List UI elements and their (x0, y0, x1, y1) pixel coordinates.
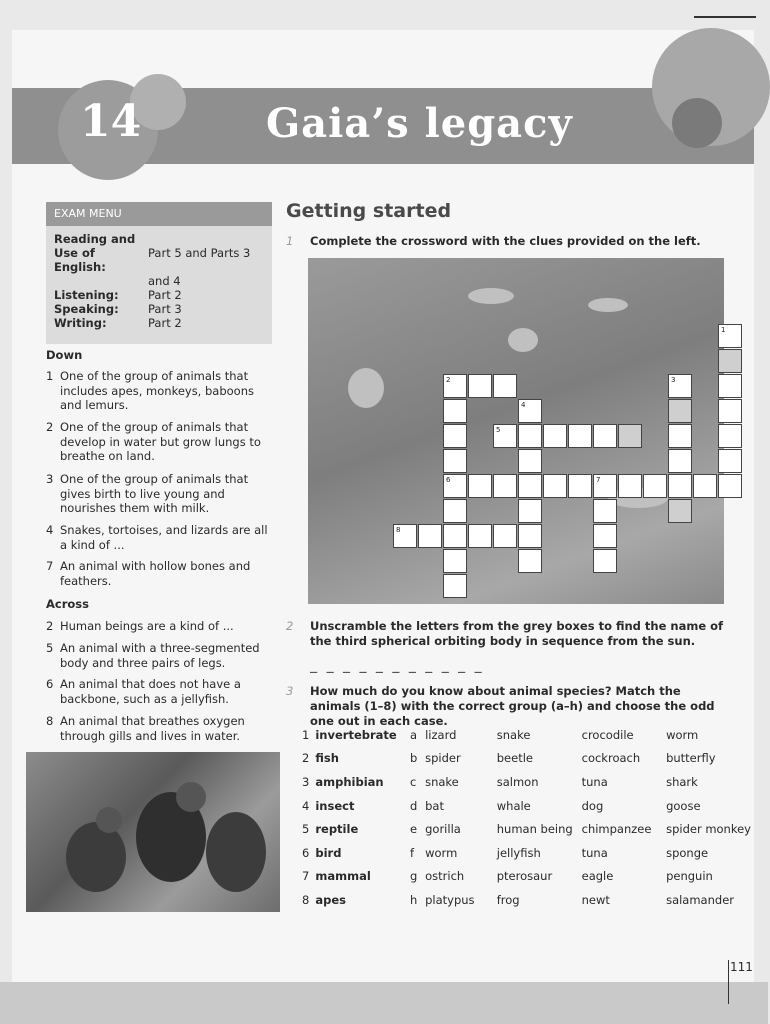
header-circle-dark (672, 98, 722, 148)
crossword-cell[interactable] (443, 424, 467, 448)
table-row (302, 723, 754, 747)
crossword-cell-number: 7 (596, 476, 601, 484)
table-cell: g (409, 869, 418, 884)
table-cell: worm (666, 727, 699, 742)
crossword-cell[interactable] (593, 549, 617, 573)
crossword-cell[interactable] (668, 449, 692, 473)
crossword-cell[interactable] (443, 449, 467, 473)
across-clue: 6 An animal that does not have a backbone, such as a jellyfish. (46, 677, 241, 706)
table-row (302, 770, 754, 794)
table-cell: snake (496, 727, 531, 742)
crossword-cell[interactable] (718, 349, 742, 373)
table-cell: 2 (302, 751, 310, 766)
table-cell: newt (581, 892, 610, 907)
crossword-cell[interactable] (593, 524, 617, 548)
exam-row: Reading and (54, 232, 136, 246)
crossword-cell[interactable] (518, 424, 542, 448)
crossword-cell[interactable] (518, 474, 542, 498)
exam-menu-box (46, 202, 272, 344)
table-cell: platypus (425, 892, 475, 907)
crossword-cell[interactable] (518, 499, 542, 523)
table-cell: beetle (496, 751, 533, 766)
table-cell: reptile (315, 822, 359, 837)
across-clue: 8 An animal that breathes oxygen through gills and lives in water. (46, 714, 245, 743)
task-3: 3 How much do you know about animal species? Match the animals (1–8) with the correct group (a–h) and choose the odd one out in each case. (286, 684, 715, 728)
crossword-cell[interactable] (593, 424, 617, 448)
table-cell: salmon (496, 774, 539, 789)
page-number: 111 (730, 960, 753, 974)
crossword-cell[interactable] (443, 524, 467, 548)
crossword-cell[interactable] (393, 524, 417, 548)
crossword-cell[interactable] (718, 474, 742, 498)
table-row (302, 817, 754, 841)
table-cell: a (409, 727, 418, 742)
table-cell: butterfly (666, 751, 716, 766)
table-cell: h (409, 892, 418, 907)
crossword-cell[interactable] (493, 424, 517, 448)
unit-title: Gaia’s legacy (266, 100, 573, 147)
crossword-cell-number: 4 (521, 401, 526, 409)
exam-row: Listening: Part 2 (54, 288, 182, 302)
task-1: 1 Complete the crossword with the clues provided on the left. (286, 234, 701, 248)
crossword-cell[interactable] (643, 474, 667, 498)
crossword-cell[interactable] (518, 449, 542, 473)
crossword-cell[interactable] (518, 524, 542, 548)
table-cell: mammal (315, 869, 371, 884)
table-cell: tuna (581, 845, 608, 860)
table-cell: 8 (302, 892, 310, 907)
crossword-cell[interactable] (493, 524, 517, 548)
table-cell: invertebrate (315, 727, 397, 742)
table-cell: apes (315, 892, 346, 907)
down-clue: 7 An animal with hollow bones and feathers. (46, 559, 251, 588)
table-cell: d (409, 798, 418, 813)
table-cell: bird (315, 845, 342, 860)
table-cell: 5 (302, 822, 310, 837)
crossword-cell[interactable] (543, 424, 567, 448)
crossword-cell[interactable] (493, 374, 517, 398)
crossword-cell[interactable] (693, 474, 717, 498)
crossword-cell[interactable] (468, 374, 492, 398)
table-cell: 4 (302, 798, 310, 813)
table-cell: eagle (581, 869, 614, 884)
table-cell: b (409, 751, 418, 766)
table-row (302, 888, 754, 912)
table-cell: 1 (302, 727, 310, 742)
table-cell: ostrich (425, 869, 465, 884)
crossword-cell[interactable] (518, 549, 542, 573)
table-cell: insect (315, 798, 355, 813)
crossword-cell[interactable] (718, 449, 742, 473)
crossword-cell[interactable] (493, 474, 517, 498)
down-clue: 2 One of the group of animals that develop in water but grow lungs to breathe on land. (46, 420, 261, 463)
table-cell: chimpanzee (581, 822, 652, 837)
crossword-cell[interactable] (618, 424, 642, 448)
crossword-cell[interactable] (568, 474, 592, 498)
crossword-cell-number: 6 (446, 476, 451, 484)
top-rule (694, 16, 756, 18)
table-cell: snake (425, 774, 459, 789)
crossword-cell[interactable] (443, 399, 467, 423)
table-cell: whale (496, 798, 531, 813)
table-cell: bat (425, 798, 444, 813)
page-number-rule (728, 960, 729, 1004)
table-cell: frog (496, 892, 520, 907)
crossword-cell[interactable] (593, 474, 617, 498)
crossword-cell[interactable] (443, 574, 467, 598)
across-clue: 5 An animal with a three-segmented body and three pairs of legs. (46, 641, 260, 670)
crossword-cell-number: 8 (396, 526, 401, 534)
table-cell: tuna (581, 774, 608, 789)
table-cell: sponge (666, 845, 709, 860)
table-cell: human being (496, 822, 573, 837)
crossword-grid (308, 258, 724, 604)
crossword-cell[interactable] (568, 424, 592, 448)
crossword-cell[interactable] (718, 324, 742, 348)
crossword-cell[interactable] (668, 474, 692, 498)
table-row (302, 747, 754, 771)
crossword-cell[interactable] (418, 524, 442, 548)
crossword-cell-number: 5 (496, 426, 501, 434)
crossword-cell-number: 2 (446, 376, 451, 384)
crossword-cell[interactable] (618, 474, 642, 498)
table-cell: jellyfish (496, 845, 541, 860)
table-cell: crocodile (581, 727, 634, 742)
exam-row: Speaking: Part 3 (54, 302, 182, 316)
table-cell: e (409, 822, 418, 837)
crossword-cell[interactable] (668, 374, 692, 398)
scan-bottom-edge (0, 982, 768, 1024)
table-cell: f (409, 845, 415, 860)
table-cell: cockroach (581, 751, 641, 766)
table-cell: gorilla (425, 822, 461, 837)
table-cell: dog (581, 798, 604, 813)
crossword-cell[interactable] (718, 424, 742, 448)
crossword-cell-number: 1 (721, 326, 726, 334)
textbook-page (12, 30, 754, 982)
crossword-cell[interactable] (443, 499, 467, 523)
across-clue: 2 Human beings are a kind of ... (46, 619, 234, 633)
table-cell: 7 (302, 869, 310, 884)
down-clue: 1 One of the group of animals that includes apes, monkeys, baboons and lemurs. (46, 369, 254, 412)
task-2: 2 Unscramble the letters from the grey boxes to find the name of the third spherical orbiting body in sequence from the sun. (286, 619, 724, 648)
table-cell: worm (425, 845, 458, 860)
exam-row: Use of English: Part 5 and Parts 3 (54, 246, 251, 274)
table-cell: salamander (666, 892, 734, 907)
across-heading: Across (46, 597, 89, 611)
table-cell: spider monkey (666, 822, 751, 837)
table-cell: c (409, 774, 417, 789)
exam-row: Writing: Part 2 (54, 316, 182, 330)
down-heading: Down (46, 348, 83, 362)
table-cell: shark (666, 774, 698, 789)
crossword-cell[interactable] (468, 524, 492, 548)
crossword-cell[interactable] (518, 399, 542, 423)
crossword-cell-number: 3 (671, 376, 676, 384)
chimpanzees-photo (26, 752, 280, 912)
table-row (302, 841, 754, 865)
crossword-cell[interactable] (593, 499, 617, 523)
table-cell: amphibian (315, 774, 384, 789)
crossword-cell[interactable] (668, 399, 692, 423)
crossword-cell[interactable] (718, 399, 742, 423)
table-cell: 3 (302, 774, 310, 789)
crossword-cell[interactable] (443, 374, 467, 398)
crossword-cell[interactable] (718, 374, 742, 398)
section-title: Getting started (286, 200, 452, 222)
table-cell: 6 (302, 845, 310, 860)
table-cell: penguin (666, 869, 713, 884)
exam-menu-heading: EXAM MENU (46, 202, 272, 226)
crossword-cell[interactable] (468, 474, 492, 498)
table-row (302, 865, 754, 889)
down-clue: 3 One of the group of animals that gives birth to live young and nourishes them with milk. (46, 472, 249, 515)
crossword-cell[interactable] (543, 474, 567, 498)
exam-row: and 4 (148, 274, 181, 288)
animal-groups-table (302, 723, 754, 912)
table-cell: spider (425, 751, 461, 766)
crossword-cell[interactable] (443, 474, 467, 498)
unit-number: 14 (80, 96, 142, 147)
table-row (302, 794, 754, 818)
down-clue: 4 Snakes, tortoises, and lizards are all a kind of ... (46, 523, 268, 552)
table-cell: lizard (425, 727, 457, 742)
crossword-cell[interactable] (668, 499, 692, 523)
crossword-cell[interactable] (443, 549, 467, 573)
table-cell: goose (666, 798, 701, 813)
crossword-cell[interactable] (668, 424, 692, 448)
table-cell: fish (315, 751, 339, 766)
table-cell: pterosaur (496, 869, 553, 884)
answer-blanks: _ _ _ _ _ _ _ _ _ _ _ (310, 659, 483, 673)
